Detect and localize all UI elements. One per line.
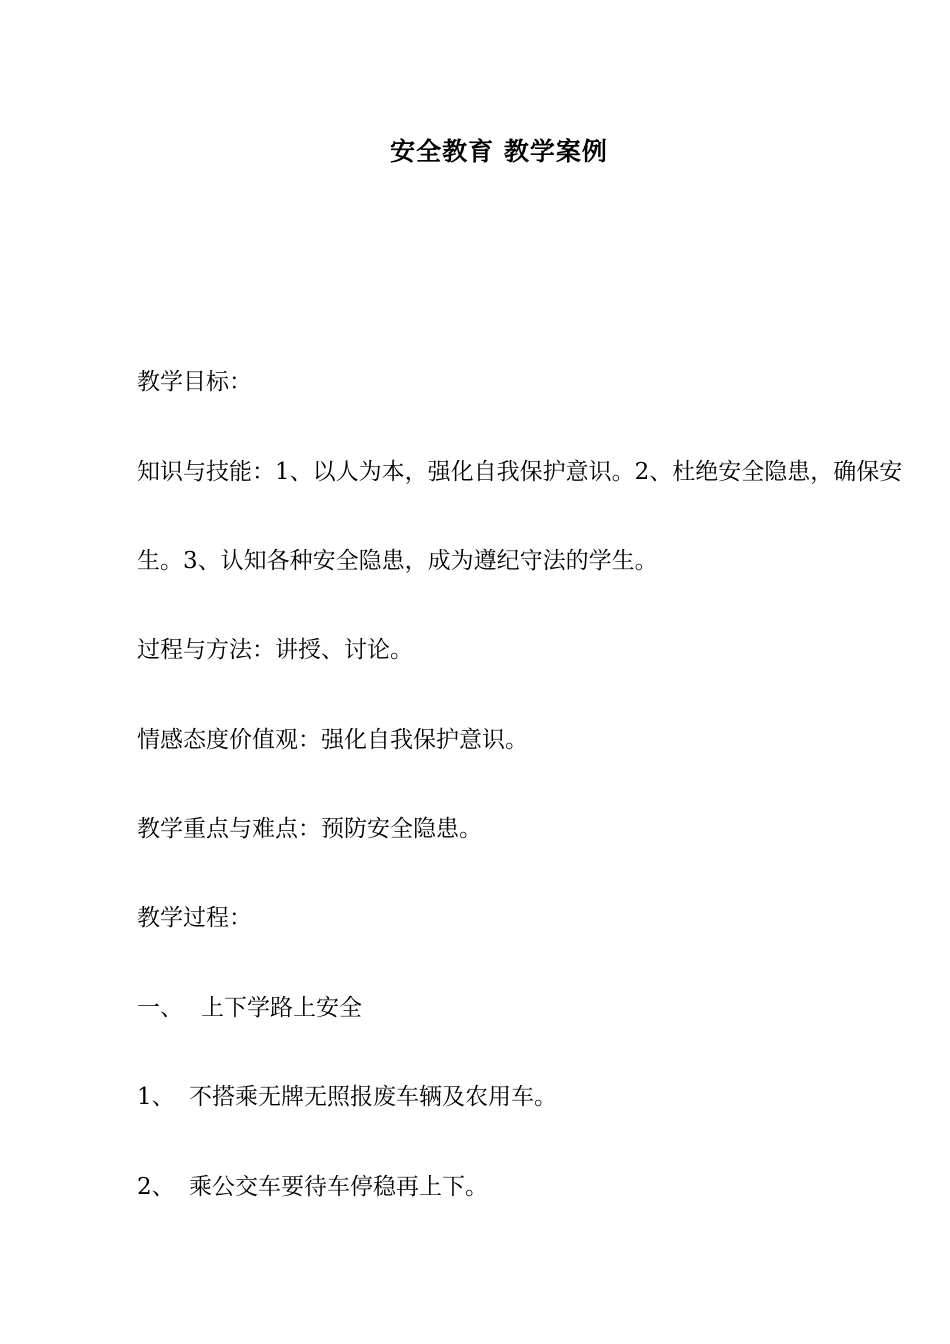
list-item-text: 乘公交车要待车停稳再上下。 [189, 1174, 488, 1200]
attitude-values-paragraph: 情感态度价值观：强化自我保护意识。 [137, 727, 528, 753]
knowledge-skills-line-1: 知识与技能：1、以人为本，强化自我保护意识。2、杜绝安全隐患，确保安 [137, 459, 903, 485]
key-points-paragraph: 教学重点与难点：预防安全隐患。 [137, 816, 482, 842]
knowledge-skills-line-2: 生。3、认知各种安全隐患，成为遵纪守法的学生。 [137, 548, 658, 574]
section-title: 上下学路上安全 [201, 995, 362, 1021]
section-number: 一、 [137, 995, 183, 1021]
process-heading: 教学过程： [137, 905, 252, 931]
list-item-text: 不搭乘无牌无照报废车辆及农用车。 [189, 1084, 557, 1110]
list-item [137, 1172, 488, 1202]
objectives-heading: 教学目标： [137, 369, 252, 395]
process-method-paragraph: 过程与方法：讲授、讨论。 [137, 637, 413, 663]
section-heading-1 [137, 993, 362, 1023]
list-item [137, 1082, 557, 1112]
list-item-number: 2、 [137, 1174, 175, 1200]
document-title: 安全教育 教学案例 [390, 137, 608, 166]
list-item-number: 1、 [137, 1084, 175, 1110]
